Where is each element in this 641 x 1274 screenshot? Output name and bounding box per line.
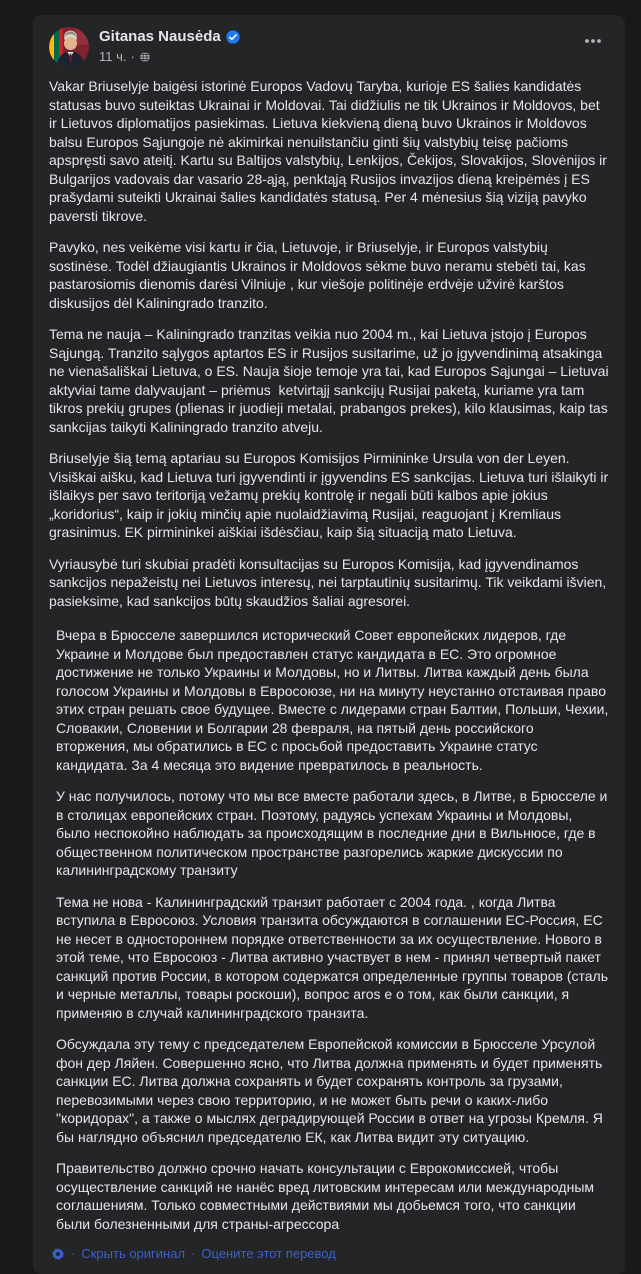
ellipsis-icon: [583, 31, 603, 51]
rate-translation-link[interactable]: Оцените этот перевод: [201, 1246, 336, 1261]
globe-icon: [139, 51, 151, 63]
post-paragraph: Pavyko, nes veikėme visi kartu ir čia, Lietuvoje, ir Briuselyje, ir Europos valstybių sostinėse. Todėl džiaugiantis Ukrainos ir Moldovos sėkme buvo neramu stebėti tai, kas pastarosiomis dienomis darėsi Vilniuje , kur viešoje politinėje erdvėje užvirė karštos diskusijos dėl Kaliningrado tranzito.: [49, 239, 590, 311]
post-paragraph: Vyriausybė turi skubiai pradėti konsultacijas su Europos Komisija, kad įgyvendinamos sankcijos nepažeistų nei Lietuvos interesų, nei tarptautinių susitarimų. Tik veikdami išvien, pasieksime, kad sankcijos būtų skaudžios šaliai agresorei.: [49, 555, 611, 609]
facebook-post-card: [33, 15, 625, 1274]
translation-paragraph: Вчера в Брюсселе завершился исторический Совет европейских лидеров, где Украине и Молдове был предоставлен статус кандидата в ЕС. Это огромное достижение не только Украины и Молдовы, но и Литвы. Литва каждый день была голосом Украины и Молдовы в Евросоюзе, ни на минуту неустанно отстаивая право этих стран решать свое будущее. Вместе с лидерами стран Балтии, Польши, Чехии, Словакии, Словении и Болгарии 28 февраля, на пятый день российского вторжения, мы обратились в ЕС с просьбой предоставить Украине статус кандидата. За 4 месяца это видение превратилось в реальность.: [56, 627, 613, 773]
author-name[interactable]: Gitanas Nausėda: [99, 28, 221, 45]
avatar[interactable]: [49, 27, 89, 67]
author-block: [99, 27, 569, 64]
translation-footer: [51, 1246, 609, 1262]
post-paragraph: Tema ne nauja – Kaliningrado tranzitas veikia nuo 2004 m., kai Lietuva įstojo į Europos Sąjungą. Tranzito sąlygos aptartos ES ir Rusijos susitarime, už jo įgyvendinimą atsakinga ne vienašališkai Lietuva, o ES. Nauja šioje temoje yra tai, kad Europos Sąjungai – Lietuvai aktyviai tame dalyvaujant – priėmus ketvirtąjį sankcijų Rusijai paketą, kuriame yra tam tikros prekių grupes (plienas ir juodieji metalai, prabangos prekes), kilo klausimas, kaip tas sankcijas taikyti Kaliningrado tranzito atveju.: [49, 326, 613, 435]
gear-icon[interactable]: [51, 1247, 65, 1261]
post-paragraph: Briuselyje šią temą aptariau su Europos Komisijos Pirmininke Ursula von der Leyen. Visiškai aišku, kad Lietuva turi įgyvendinti ir įgyvendins ES sankcijas. Lietuva turi išlaikyti ir išlaikys per savo teritoriją vežamų prekių kontrolę ir negali būti kalbos apie jokius „koridorius“, kaip ir jokių minčių apie nuolaidžiavimą Rusijai, reaguojant į Kremliaus grasinimus. EK pirmininkei aiškiai išdėsčiau, kaip šią situaciją mato Lietuva.: [49, 450, 613, 540]
translation-paragraph: У нас получилось, потому что мы все вместе работали здесь, в Литве, в Брюсселе и в столицах европейских стран. Поэтому, радуясь успехам Украины и Молдовы, было неспокойно наблюдать за происходящим в последние дни в Вильнюсе, где в общественном политическом пространстве разгорелись жаркие дискуссии по калининградскому транзиту: [56, 788, 612, 878]
post-paragraph: Vakar Briuselyje baigėsi istorinė Europos Vadovų Taryba, kurioje ES šalies kandidatės statusas buvo suteiktas Ukrainai ir Moldovai. Tai didžiulis ne tik Ukrainos ir Moldovos, bet ir Lietuvos diplomatijos pasiekimas. Lietuva kiekvieną dieną buvo Ukrainos ir Moldovos balsu Europos Sąjungoje nė akimirkai nenuilstančiu ginti šių valstybių teisę pačioms apspręsti savo ateitį. Kartu su Baltijos valstybių, Lenkijos, Čekijos, Slovakijos, Slovėnijos ir Bulgarijos vadovais dar vasario 28-ąją, penktąją Rusijos invazijos dieną kreipėmės į ES prašydami suteikti Ukrainai šalies kandidatės statusą. Per 4 mėnesius šią viziją pavyko paversti tikrove.: [49, 78, 611, 224]
hide-original-link[interactable]: Скрыть оригинал: [81, 1246, 186, 1261]
post-header: [49, 27, 609, 67]
meta-dot-separator: ·: [130, 49, 135, 64]
translation-paragraph: Тема не нова - Калининградский транзит работает с 2004 года. , когда Литва вступила в Евросоюз. Условия транзита обсуждаются в соглашении ЕС-Россия, ЕС не несет в одностороннем порядке ответственности за их осуществление. Нового в этой теме, что Евросоюз - Литва активно участвует в нем - принял четвертый пакет санкций против России, в котором содержатся определенные группы товаров (сталь и черные металлы, товары роскоши), вопрос aros e о том, как были санкции, я применяю в случай калининградского транзита.: [56, 893, 612, 1021]
more-options-button[interactable]: [577, 25, 609, 57]
translation-paragraph: Обсуждала эту тему с председателем Европейской комиссии в Брюсселе Урсулой фон дер Ляйен. Совершенно ясно, что Литва должна применять и будет применять санкции ЕС. Литва должна сохранять и будет сохранять контроль за грузами, перевозимыми через свою территорию, и не может быть речи о каких-либо "коридорах", а также о мыслях деградирующей России в ответ на угрозы Кремля. Я бы наглядно объяснил председателю ЕК, как Литва видит эту ситуацию.: [56, 1036, 607, 1145]
translation-block: [56, 626, 613, 1233]
footer-dot-separator: ·: [71, 1246, 76, 1261]
post-meta: [99, 49, 569, 64]
translation-paragraph: Правительство должно срочно начать консультации с Еврокомиссией, чтобы осуществление санкций не нанёс вред литовским интересам или международным соглашениям. Только совместными действиями мы добьемся того, что санкции были болезненными для страны-агрессора: [56, 1160, 598, 1232]
verified-badge-icon: [226, 30, 240, 44]
timestamp[interactable]: 11 ч.: [99, 49, 127, 64]
footer-dot-separator: ·: [191, 1246, 196, 1261]
post-body: [49, 77, 613, 1262]
